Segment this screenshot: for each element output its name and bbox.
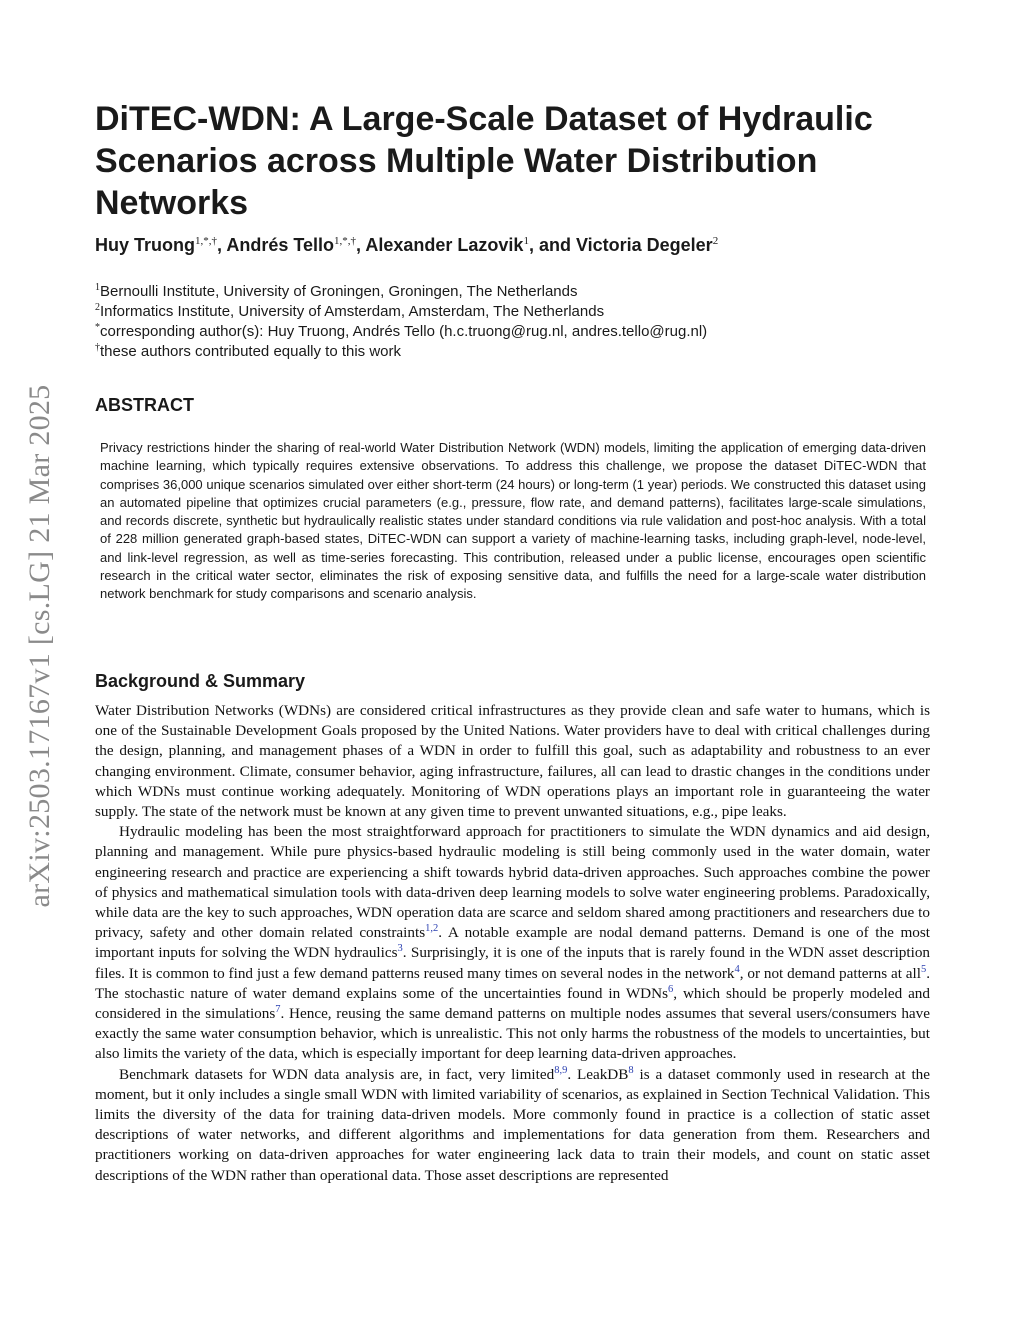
citation-link[interactable]: 4 — [734, 963, 740, 975]
affiliation-mark: † — [95, 342, 100, 353]
author-list: Huy Truong$^{1,*,\dagger}$, Andrés Tello$^{1,*,\dagger}$, Alexander Lazovik$^1$, and Victoria Degeler$^2$ — [95, 235, 719, 255]
body-paragraph — [95, 1065, 930, 1186]
affiliation-text: Informatics Institute, University of Amsterdam, Amsterdam, The Netherlands — [100, 303, 605, 320]
author-name: Huy Truong — [95, 235, 195, 255]
author-affiliation-mark: 1 — [523, 235, 529, 247]
section-heading: Background & Summary — [95, 671, 306, 691]
author-affiliation-mark: 1,*,† — [334, 235, 357, 247]
body-text: is a dataset commonly used in research at the moment, but it only includes a single small WDN with limited variability of scenarios, as explained in Section Technical Validation. This limits the diversity of the data for training data-driven models. More commonly found in practice is a collection of static asset descriptions of water networks, and different algorithms and implementations for data generation from them. Researchers and practitioners working on data-driven approaches for water engineering lack data to train their models, and count on static asset descriptions of the WDN rather than operational data. Those asset descriptions are represented — [95, 1065, 931, 1184]
body-text: , which should be properly modeled and considered in the simulations — [95, 984, 930, 1023]
author-affiliation-mark: 2 — [712, 235, 719, 247]
body-text: . A notable example are nodal demand patterns. Demand is one of the most important inputs for solving the WDN hydraulics — [95, 924, 930, 962]
citation-link[interactable]: 6 — [668, 983, 674, 995]
affiliation-text: Bernoulli Institute, University of Groningen, Groningen, The Netherlands — [100, 283, 578, 300]
affiliations — [95, 282, 935, 362]
affiliation-line — [95, 302, 935, 322]
section-body — [95, 701, 930, 1186]
body-text: . LeakDB — [567, 1065, 629, 1083]
author-affiliation-mark: 1,*,† — [195, 235, 217, 247]
paper-title: DiTEC-WDN: A Large-Scale Dataset of Hydraulic Scenarios across Multiple Water Distribution Networks — [95, 100, 873, 222]
body-text: . Hence, reusing the same demand patterns on multiple nodes assumes that several users/consumers have exactly the same water consumption behavior, which is unrealistic. This not only harms the robustness of the models to uncertainties, but also limits the variety of the data, which is especially important for deep learning data-driven approaches. — [95, 1005, 930, 1063]
affiliation-line — [95, 322, 935, 342]
arxiv-stamp-text: arXiv:2503.17167v1 [cs.LG] 21 Mar 2025 — [23, 384, 56, 908]
citation-link[interactable]: 5 — [920, 963, 927, 975]
author-name: Andrés Tello — [226, 235, 335, 255]
affiliation-mark: 1 — [95, 282, 100, 293]
body-paragraph — [95, 822, 930, 1064]
citation-link[interactable]: 1,2 — [425, 923, 439, 935]
affiliation-mark: * — [95, 322, 100, 333]
body-text: Water Distribution Networks (WDNs) are considered critical infrastructures as they provide clean and safe water to humans, which is one of the Sustainable Development Goals proposed by the United Nations. Water providers have to deal with critical challenges during the design, planning, and management phases of a WDN in order to fulfill this goal, such as adaptability and robustness to an ever changing environment. Climate, consumer behavior, aging infrastructure, failures, all can lead to drastic changes in the conditions under which WDNs must continue working adequately. Monitoring of WDN operations plays an important role in guaranteeing the water supply. The state of the network must be known at any given time to prevent unwanted situations, e.g., pipe leaks. — [95, 702, 930, 821]
body-paragraph — [95, 701, 930, 822]
affiliation-mark: 2 — [95, 302, 100, 313]
body-text: . The stochastic nature of water demand explains some of the uncertainties found in WDNs — [95, 964, 930, 1002]
citation-link[interactable]: 8 — [628, 1064, 634, 1076]
body-text: , or not demand patterns at all — [739, 964, 921, 982]
author-name: Alexander Lazovik — [365, 235, 524, 255]
affiliation-line — [95, 342, 935, 362]
citation-link[interactable]: 7 — [275, 1004, 281, 1016]
body-text: Benchmark datasets for WDN data analysis are, in fact, very limited — [119, 1065, 555, 1083]
affiliation-text: these authors contributed equally to this work — [100, 343, 402, 360]
affiliation-line — [95, 282, 935, 302]
abstract-text: Privacy restrictions hinder the sharing of real-world Water Distribution Network (WDN) models, limiting the application of emerging data-driven machine learning, which typically requires extensive observations. To address this challenge, we propose the dataset DiTEC-WDN that comprises 36,000 unique scenarios simulated over either short-term (24 hours) or long-term (1 year) periods. We constructed this dataset using an automated pipeline that optimizes crucial parameters (e.g., pressure, flow rate, and demand patterns), facilitates large-scale simulations, and records discrete, synthetic but hydraulically realistic states under standard conditions via rule validation and post-hoc analysis. With a total of 228 million generated graph-based states, DiTEC-WDN can support a variety of machine-learning tasks, including graph-level, node-level, and link-level regression, as well as time-series forecasting. This contribution, released under a public license, encourages open scientific research in the critical water sector, eliminates the risk of exposing sensitive data, and fulfills the need for a large-scale water distribution network benchmark for study comparisons and scenario analysis. — [100, 440, 926, 602]
body-text: Hydraulic modeling has been the most straightforward approach for practitioners to simulate the WDN dynamics and aid design, planning and management. While pure physics-based hydraulic modeling is still being commonly used in the water domain, water engineering research and practice are experiencing a shift towards hybrid data-driven approaches. Such approaches combine the power of physics and mathematical simulation tools with data-driven deep learning models to solve water engineering problems. Paradoxically, while data are the key to such approaches, WDN operation data are scarce and seldom shared among practitioners and researchers due to privacy, safety and other domain related constraints — [95, 823, 930, 942]
affiliation-text: corresponding author(s): Huy Truong, Andrés Tello (h.c.truong@rug.nl, andres.tello@rug.nl) — [100, 323, 708, 340]
citation-link[interactable]: 3 — [397, 943, 403, 955]
citation-link[interactable]: 8,9 — [554, 1064, 568, 1076]
body-text: . Surprisingly, it is one of the inputs that is rarely found in the WDN asset description files. It is common to find just a few demand patterns reused many times on several nodes in the network — [95, 944, 931, 982]
abstract-heading: ABSTRACT — [95, 395, 194, 415]
arxiv-stamp — [10, 346, 70, 946]
author-name: Victoria Degeler — [575, 235, 713, 255]
